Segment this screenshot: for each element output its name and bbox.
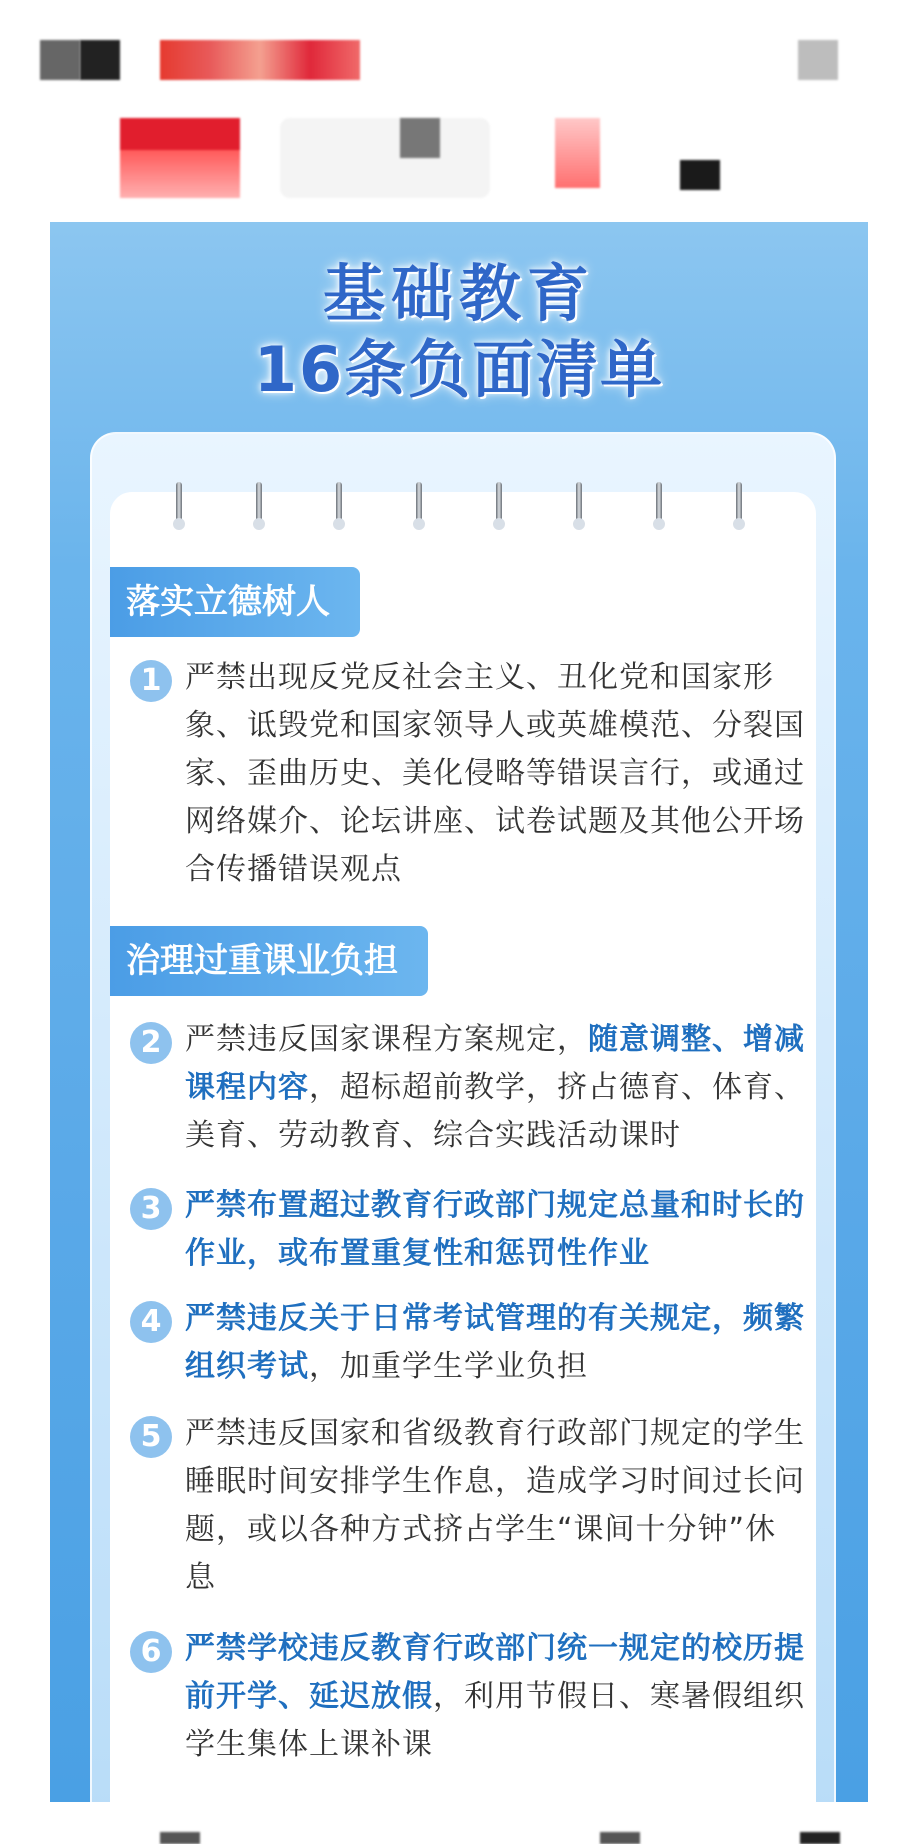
item-text-segment: ，利用节假日、寒暑假组织学生集体上课补课 [185, 1679, 805, 1762]
blurred-toolbar-icon[interactable] [600, 1832, 640, 1844]
item-text-highlight: 随意调整、增减课程内容 [185, 1022, 805, 1105]
item-text-highlight: 严禁布置超过教育行政部门规定总量和时长的作业，或布置重复性和惩罚性作业 [185, 1188, 805, 1271]
item-text [185, 1625, 805, 1769]
item-number-badge: 3 [130, 1188, 172, 1230]
blurred-avatar-2 [80, 40, 120, 80]
item-number-badge: 5 [130, 1416, 172, 1458]
blurred-shape [555, 118, 600, 188]
item-text [185, 1016, 805, 1160]
item-text-segment: 严禁出现反党反社会主义、丑化党和国家形象、诋毁党和国家领导人或英雄模范、分裂国家、歪曲历史、美化侵略等错误言行，或通过网络媒介、论坛讲座、试卷试题及其他公开场合传播错误观点 [185, 660, 805, 887]
item-text [185, 1295, 805, 1391]
item-text [185, 1182, 805, 1278]
binder-ring-icon [413, 482, 425, 530]
poster-title: 基础教育 [322, 257, 595, 330]
item-number-badge: 4 [130, 1301, 172, 1343]
blurred-mark [680, 160, 720, 190]
binder-ring-icon [653, 482, 665, 530]
poster-subtitle: 16条负面清单 [253, 333, 665, 406]
item-text-segment: 严禁违反国家和省级教育行政部门规定的学生睡眠时间安排学生作息，造成学习时间过长问题，或以各种方式挤占学生“课间十分钟”休息 [185, 1416, 805, 1595]
item-number-badge: 6 [130, 1631, 172, 1673]
item-text [185, 1410, 805, 1602]
blurred-logo [120, 118, 240, 198]
item-text-highlight: 严禁违反关于日常考试管理的有关规定，频繁组织考试 [185, 1301, 805, 1384]
blurred-toolbar-icon[interactable] [160, 1832, 200, 1844]
binder-ring-icon [733, 482, 745, 530]
binder-ring-icon [253, 482, 265, 530]
blurred-avatar [40, 40, 80, 80]
binder-ring-icon [493, 482, 505, 530]
blurred-tab-icon [400, 118, 440, 158]
item-text [185, 654, 805, 894]
blurred-toolbar-icon[interactable] [800, 1832, 840, 1844]
section-header: 治理过重课业负担 [110, 926, 428, 996]
item-text-segment: ，加重学生学业负担 [309, 1349, 588, 1384]
section-header: 落实立德树人 [110, 567, 360, 637]
binder-ring-icon [573, 482, 585, 530]
blurred-username [160, 40, 360, 80]
item-number-badge: 1 [130, 660, 172, 702]
item-text-segment: 严禁违反国家课程方案规定， [185, 1022, 588, 1057]
item-number-badge: 2 [130, 1022, 172, 1064]
binder-ring-icon [173, 482, 185, 530]
item-text-segment: ，超标超前教学，挤占德育、体育、美育、劳动教育、综合实践活动课时 [185, 1070, 805, 1153]
blurred-menu-icon[interactable] [798, 40, 838, 80]
blurred-tab [280, 118, 490, 198]
item-text-highlight: 严禁学校违反教育行政部门统一规定的校历提前开学、延迟放假 [185, 1631, 805, 1714]
binder-ring-icon [333, 482, 345, 530]
infographic-poster [50, 222, 868, 1802]
